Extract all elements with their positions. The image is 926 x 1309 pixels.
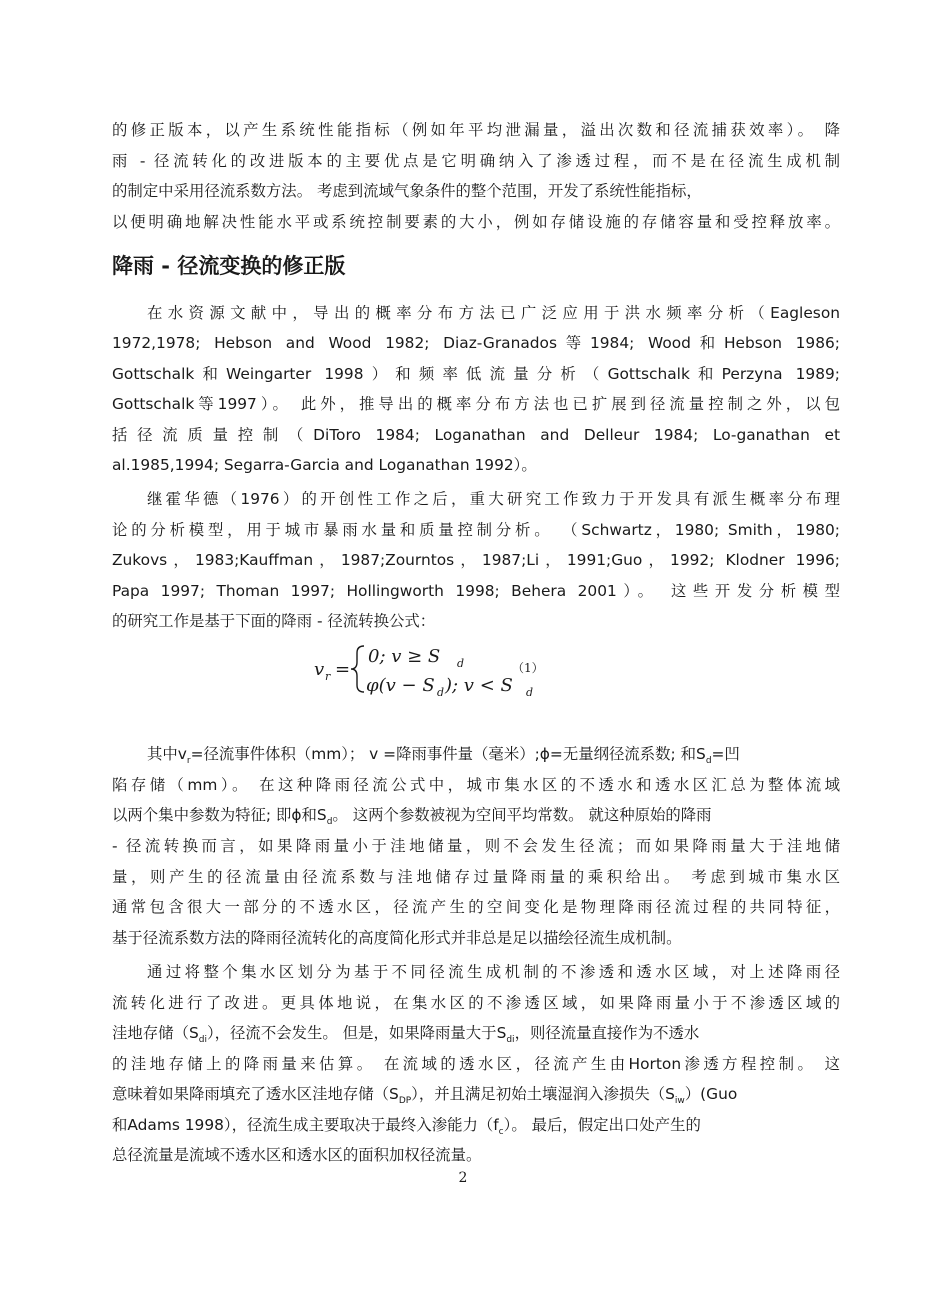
subscript: d [326, 817, 333, 828]
text-segment: ）。 最后，假定出口处产生的 [503, 1116, 701, 1134]
text-segment: 和Adams 1998），径流生成主要取决于最终入渗能力（f [112, 1116, 499, 1134]
page-number: 2 [458, 1170, 468, 1186]
equation-1 [300, 638, 640, 700]
equation-number: （1） [512, 661, 544, 675]
text-segment: ，则径流量直接作为不透水 [514, 1024, 700, 1042]
text-line: 以便明确地解决性能水平或系统控制要素的大小，例如存储设施的存储容量和受控释放率。 [112, 213, 840, 231]
text-line: 1972,1978; Hebson and Wood 1982; Diaz-Granados等1984; Wood和Hebson 1986; [112, 334, 840, 352]
text-line: 论的分析模型，用于城市暴雨水量和质量控制分析。 （Schwartz，1980; Smith，1980; [112, 521, 840, 539]
section-heading: 降雨 - 径流变换的修正版 [112, 254, 346, 278]
text-segment: =径流事件体积（mm）； v =降雨事件量（毫米）;ϕ=无量纲径流系数; 和S [190, 745, 706, 763]
formula-case-2: φ(v − S [366, 675, 435, 696]
text-line: 通常包含很大一部分的不透水区，径流产生的空间变化是物理降雨径流过程的共同特征， [112, 898, 840, 916]
subscript: iw [674, 1096, 685, 1107]
text-line [147, 744, 840, 771]
subscript: c [498, 1127, 504, 1138]
text-segment: 意味着如果降雨填充了透水区洼地存储（S [112, 1085, 399, 1103]
text-line: al.1985,1994; Segarra-Garcia and Loganathan 1992）。 [112, 456, 537, 474]
subscript: d [705, 756, 712, 767]
text-line [112, 1084, 840, 1111]
subscript: di [506, 1035, 515, 1046]
subscript: di [198, 1035, 207, 1046]
text-segment: ）(Guo [684, 1085, 738, 1103]
brace-icon [351, 646, 364, 692]
text-segment: 以两个集中参数为特征; 即ϕ和S [112, 806, 327, 824]
subscript: r [186, 756, 191, 767]
text-line: Gottschalk等1997）。 此外，推导出的概率分布方法也已扩展到径流量控制之外，以包 [112, 395, 840, 413]
text-line: 雨 - 径流转化的改进版本的主要优点是它明确纳入了渗透过程，而不是在径流生成机制 [112, 152, 840, 170]
formula-case-1: 0; v ≥ S [368, 646, 441, 667]
text-line [112, 1115, 840, 1142]
formula-case-2-tail: ); v < S [445, 675, 513, 696]
text-line: - 径流转换而言，如果降雨量小于洼地储量，则不会发生径流；而如果降雨量大于洼地储 [112, 837, 840, 855]
text-segment: ），并且满足初始土壤湿润入渗损失（S [411, 1085, 675, 1103]
text-line: 的修正版本，以产生系统性能指标（例如年平均泄漏量，溢出次数和径流捕获效率）。 降 [112, 121, 840, 139]
text-segment: 其中v [147, 745, 187, 763]
text-line: 继霍华德（1976）的开创性工作之后，重大研究工作致力于开发具有派生概率分布理 [147, 490, 840, 508]
text-segment: =凹 [711, 745, 740, 763]
text-line: 流转化进行了改进。更具体地说，在集水区的不渗透区域，如果降雨量小于不渗透区域的 [112, 994, 840, 1012]
text-line: Gottschalk和Weingarter 1998）和频率低流量分析（Gottschalk和Perzyna 1989; [112, 365, 840, 383]
text-line: 在水资源文献中，导出的概率分布方法已广泛应用于洪水频率分析（Eagleson [147, 304, 840, 322]
text-segment: ），径流不会发生。 但是，如果降雨量大于S [206, 1024, 507, 1042]
formula-case-2-sub2: d [526, 686, 534, 699]
formula-case-1-sub: d [457, 657, 465, 670]
formula-equals: = [335, 659, 351, 680]
formula-case-2-sub: d [437, 686, 445, 699]
text-line: 括径流质量控制（DiToro 1984; Loganathan and Delleur 1984; Lo-ganathan et [112, 426, 840, 444]
formula-lhs: v [314, 659, 325, 680]
text-line: 的研究工作是基于下面的降雨 - 径流转换公式： [112, 612, 436, 630]
text-line: 的洼地存储上的降雨量来估算。 在流域的透水区，径流产生由Horton渗透方程控制。 这 [112, 1055, 840, 1073]
text-line: 量，则产生的径流量由径流系数与洼地储存过量降雨量的乘积给出。 考虑到城市集水区 [112, 868, 840, 886]
text-segment: 洼地存储（S [112, 1024, 199, 1042]
text-line: Zukovs，1983;Kauffman，1987;Zourntos，1987;Li，1991;Guo，1992; Klodner 1996; [112, 551, 840, 569]
text-line: 通过将整个集水区划分为基于不同径流生成机制的不渗透和透水区域，对上述降雨径 [147, 963, 840, 981]
text-segment: 。 这两个参数被视为空间平均常数。 就这种原始的降雨 [332, 806, 712, 824]
text-line: 的制定中采用径流系数方法。 考虑到流域气象条件的整个范围，开发了系统性能指标， [112, 182, 702, 200]
text-line: 基于径流系数方法的降雨径流转化的高度简化形式并非总是足以描绘径流生成机制。 [112, 929, 682, 947]
subscript: DP [398, 1096, 412, 1107]
text-line: Papa 1997; Thoman 1997; Hollingworth 1998; Behera 2001）。 这些开发分析模型 [112, 582, 840, 600]
text-line [112, 1023, 840, 1050]
formula-lhs-sub: r [325, 670, 331, 683]
text-line: 陷存储（mm）。 在这种降雨径流公式中，城市集水区的不透水和透水区汇总为整体流域 [112, 776, 840, 794]
text-line [112, 805, 840, 832]
text-line: 总径流量是流域不透水区和透水区的面积加权径流量。 [112, 1146, 482, 1164]
